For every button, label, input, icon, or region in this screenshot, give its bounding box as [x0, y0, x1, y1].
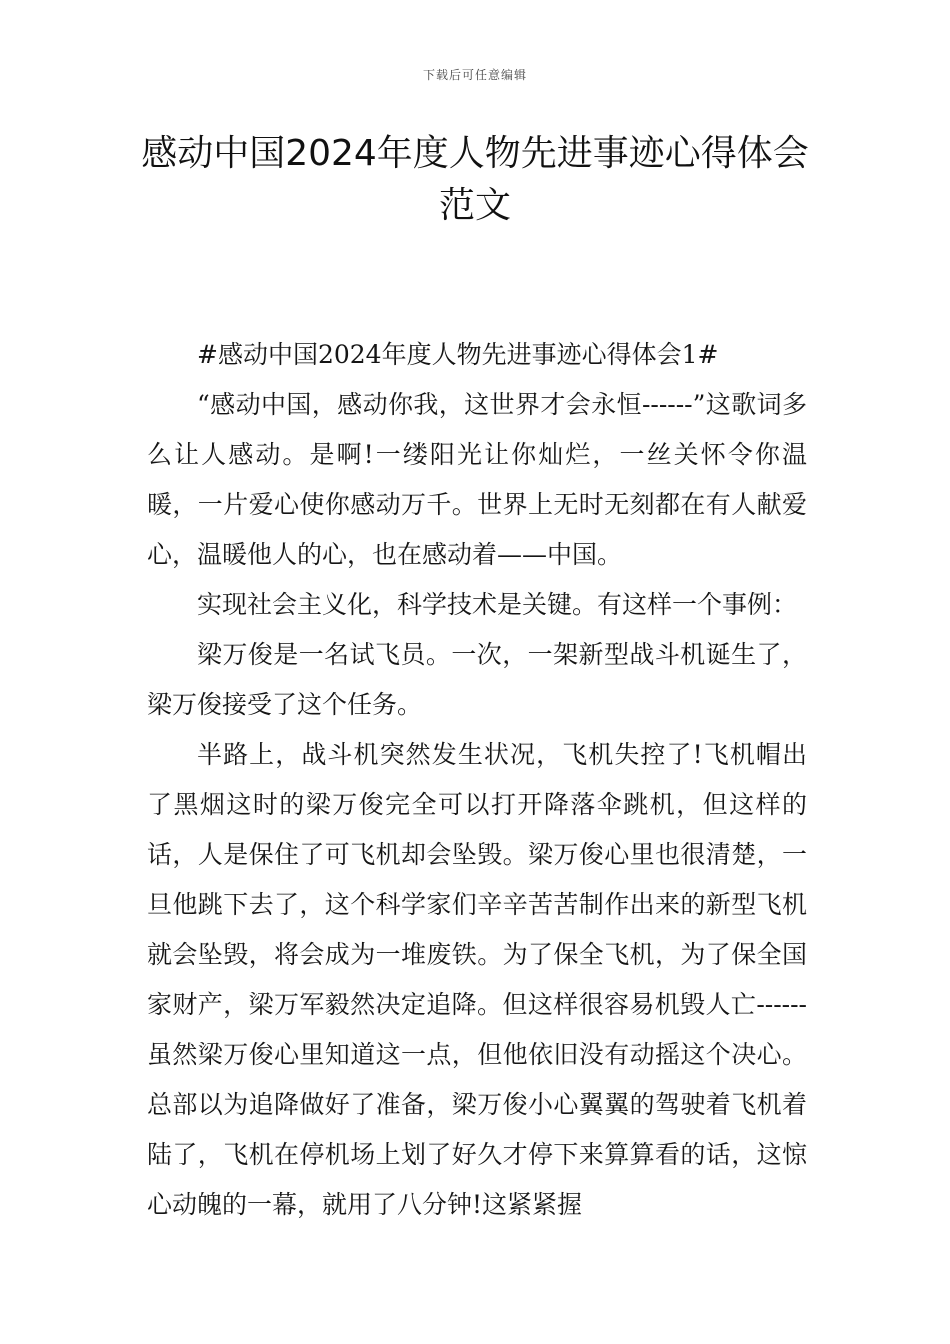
- header-note: 下载后可任意编辑: [422, 68, 527, 82]
- paragraph: 半路上，战斗机突然发生状况，飞机失控了!飞机帽出了黑烟这时的梁万俊完全可以打开降落伞跳机，但这样的话，人是保住了可飞机却会坠毁。梁万俊心里也很清楚，一旦他跳下去了，这个科学家们辛辛苦苦制作出来的新型飞机就会坠毁，将会成为一堆废铁。为了保全飞机，为了保全国家财产，梁万军毅然决定追降。但这样很容易机毁人亡------虽然梁万俊心里知道这一点，但他依旧没有动摇这个决心。总部以为追降做好了准备，梁万俊小心翼翼的驾驶着飞机着陆了，飞机在停机场上划了好久才停下来算算看的话，这惊心动魄的一幕，就用了八分钟!这紧紧握: [147, 740, 807, 1219]
- paragraph: 实现社会主义化，科学技术是关键。有这样一个事例：: [197, 590, 798, 619]
- title-line-2: 范文: [438, 185, 511, 226]
- document-body: [147, 330, 807, 1230]
- paragraph: “感动中国，感动你我，这世界才会永恒------”这歌词多么让人感动。是啊!一缕阳光让你灿烂，一丝关怀令你温暖，一片爱心使你感动万千。世界上无时无刻都在有人献爱心，温暖他人的心，也在感动着——中国。: [147, 390, 807, 569]
- section-heading: #感动中国2024年度人物先进事迹心得体会1#: [197, 340, 719, 369]
- paragraph: 梁万俊是一名试飞员。一次，一架新型战斗机诞生了，梁万俊接受了这个任务。: [147, 640, 807, 719]
- document-title: [0, 128, 950, 232]
- title-line-1: 感动中国2024年度人物先进事迹心得体会: [141, 133, 809, 174]
